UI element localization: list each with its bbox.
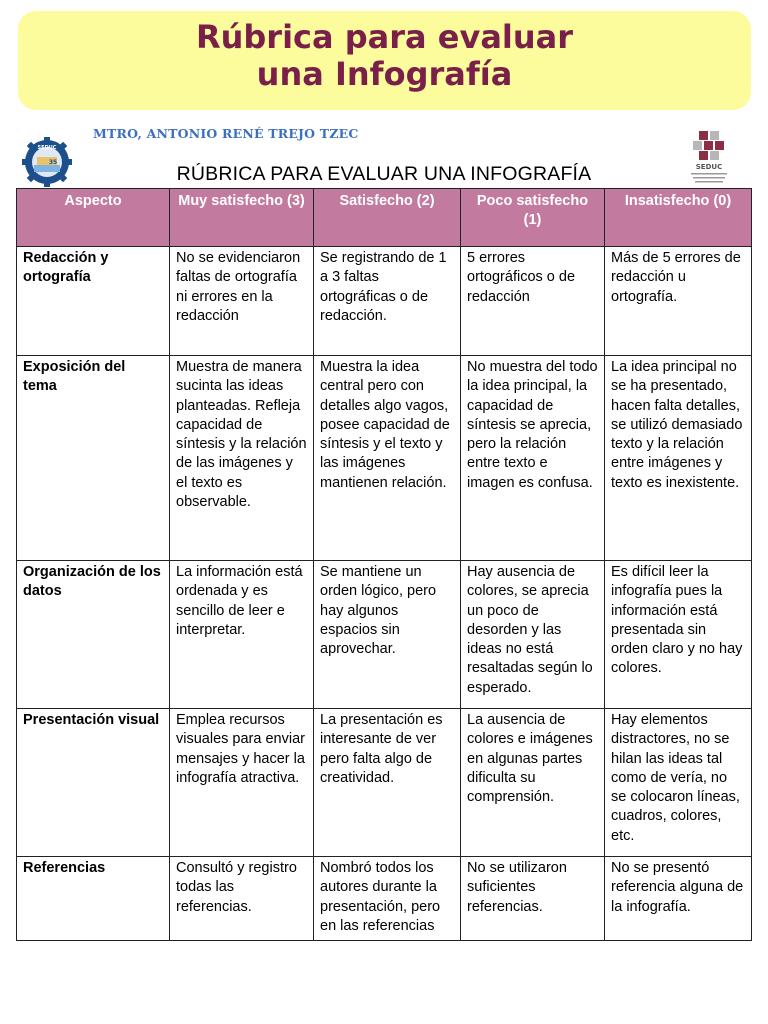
criterion-cell: No muestra del todo la idea principal, la capacidad de síntesis se aprecia, pero la relación entre texto e imagen es confusa.: [461, 356, 605, 561]
criterion-cell: La idea principal no se ha presentado, hacen falta detalles, se utilizó demasiado texto y la relación entre imágenes y texto es inexistente.: [605, 356, 752, 561]
criterion-cell: Muestra la idea central pero con detalles algo vagos, posee capacidad de síntesis y el texto y las imágenes mantienen relación.: [314, 356, 461, 561]
aspect-cell: Exposición del tema: [17, 356, 170, 561]
criterion-cell: La presentación es interesante de ver pero falta algo de creatividad.: [314, 709, 461, 857]
column-header-very-satisfied: Muy satisfecho (3): [170, 189, 314, 247]
table-row: [17, 561, 752, 709]
banner-title-line-2: una Infografía: [256, 55, 513, 93]
table-row: [17, 247, 752, 356]
table-row: [17, 709, 752, 857]
logo-left-number: 35: [48, 159, 58, 166]
aspect-cell: Referencias: [17, 857, 170, 941]
criterion-cell: Emplea recursos visuales para enviar mensajes y hacer la infografía atractiva.: [170, 709, 314, 857]
table-header-row: [17, 189, 752, 247]
author-name: MTRO, ANTONIO RENÉ TREJO TZEC: [93, 126, 359, 141]
criterion-cell: Se mantiene un orden lógico, pero hay algunos espacios sin aprovechar.: [314, 561, 461, 709]
criterion-cell: Nombró todos los autores durante la presentación, pero en las referencias: [314, 857, 461, 941]
aspect-cell: Organización de los datos: [17, 561, 170, 709]
aspect-cell: Redacción y ortografía: [17, 247, 170, 356]
column-header-somewhat-satisfied: Poco satisfecho (1): [461, 189, 605, 247]
criterion-cell: Se registrando de 1 a 3 faltas ortográficas o de redacción.: [314, 247, 461, 356]
criterion-cell: 5 errores ortográficos o de redacción: [461, 247, 605, 356]
banner-title: [18, 11, 751, 93]
criterion-cell: Es difícil leer la infografía pues la información está presentada sin orden claro y no hay colores.: [605, 561, 752, 709]
criterion-cell: Hay ausencia de colores, se aprecia un poco de desorden y las ideas no está resaltadas según lo esperado.: [461, 561, 605, 709]
column-header-satisfied: Satisfecho (2): [314, 189, 461, 247]
criterion-cell: Consultó y registro todas las referencias.: [170, 857, 314, 941]
criterion-cell: Hay elementos distractores, no se hilan las ideas tal como de vería, no se colocaron líneas, cuadros, colores, etc.: [605, 709, 752, 857]
criterion-cell: Más de 5 errores de redacción u ortografía.: [605, 247, 752, 356]
criterion-cell: Muestra de manera sucinta las ideas planteadas. Refleja capacidad de síntesis y la relación de las imágenes y el texto es observable.: [170, 356, 314, 561]
banner-title-line-1: Rúbrica para evaluar: [195, 18, 574, 56]
criterion-cell: No se presentó referencia alguna de la infografía.: [605, 857, 752, 941]
column-header-unsatisfied: Insatisfecho (0): [605, 189, 752, 247]
logo-right-text: SEDUC: [695, 163, 723, 171]
logo-left-text: SEDUC: [37, 145, 57, 151]
criterion-cell: No se evidenciaron faltas de ortografía ni errores en la redacción: [170, 247, 314, 356]
criterion-cell: La información está ordenada y es sencillo de leer e interpretar.: [170, 561, 314, 709]
title-banner: [18, 11, 751, 110]
table-row: [17, 857, 752, 941]
criterion-cell: No se utilizaron suficientes referencias.: [461, 857, 605, 941]
column-header-aspect: Aspecto: [17, 189, 170, 247]
aspect-cell: Presentación visual: [17, 709, 170, 857]
rubric-table: [16, 188, 752, 941]
criterion-cell: La ausencia de colores e imágenes en algunas partes dificulta su comprensión.: [461, 709, 605, 857]
document-title: RÚBRICA PARA EVALUAR UNA INFOGRAFÍA: [176, 163, 592, 185]
table-row: [17, 356, 752, 561]
